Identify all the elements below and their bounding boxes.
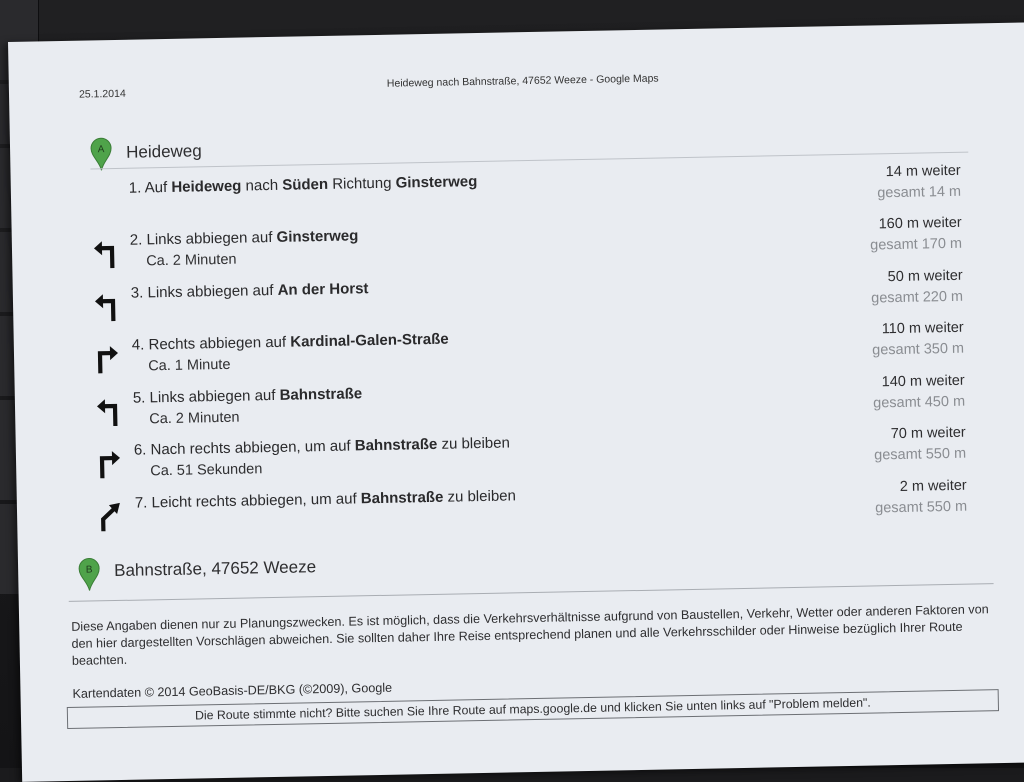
step-number: 3. [130, 284, 148, 302]
destination-name: Bahnstraße, 47652 Weeze [113, 557, 317, 581]
step-distance: 160 m weiter [878, 214, 962, 233]
marker-a-icon [90, 137, 113, 171]
instruction-text: Nach rechts abbiegen, um auf [150, 437, 355, 459]
direction-step-3 [131, 280, 369, 302]
turn-left-icon [93, 289, 120, 323]
step-distance: 70 m weiter [890, 424, 966, 443]
step-cumulative-distance: gesamt 170 m [870, 235, 963, 254]
street-name: Bahnstraße [279, 385, 363, 404]
street-name: Kardinal-Galen-Straße [290, 330, 449, 351]
step-cumulative-distance: gesamt 220 m [871, 288, 964, 307]
direction-step-4 [132, 331, 449, 354]
step-number: 2. [129, 231, 147, 249]
direction-step-5 [133, 385, 363, 406]
step-cumulative-distance: gesamt 14 m [877, 183, 962, 202]
step-distance: 2 m weiter [899, 477, 967, 495]
print-page-title: Heideweg nach Bahnstraße, 47652 Weeze - Google Maps [386, 72, 659, 90]
step-number: 1. [128, 179, 145, 197]
divider [69, 583, 994, 602]
start-location-name: Heideweg [125, 141, 202, 162]
report-problem-note: Die Route stimmte nicht? Bitte suchen Sie Ihre Route auf maps.google.de und klicken Sie unten links auf "Problem melden". [67, 689, 999, 729]
street-name: Bahnstraße [354, 435, 438, 455]
step-duration: Ca. 51 Sekunden [150, 461, 263, 480]
direction-step-2 [130, 227, 359, 248]
marker-b-letter: B [85, 564, 93, 576]
marker-b-icon [78, 557, 101, 591]
printed-directions-sheet [8, 22, 1024, 782]
step-distance: 110 m weiter [881, 319, 964, 338]
street-name: Ginsterweg [276, 227, 359, 246]
turn-right-icon [94, 341, 121, 375]
instruction-text: Auf [144, 178, 172, 197]
street-name: Ginsterweg [395, 173, 478, 192]
turn-left-icon [95, 394, 122, 428]
direction-step-6 [134, 434, 510, 458]
print-date: 25.1.2014 [78, 87, 126, 101]
step-number: 6. [133, 441, 151, 459]
step-cumulative-distance: gesamt 550 m [874, 445, 967, 464]
marker-a-letter: A [97, 144, 105, 156]
step-number: 7. [134, 494, 152, 512]
step-duration: Ca. 2 Minuten [149, 409, 240, 428]
disclaimer-text: Diese Angaben dienen nur zu Planungszwecken. Es ist möglich, dass die Verkehrsverhältnisse aufgrund von Baustellen, Verkehr, Wetter oder anderen Faktoren von den hier dargestellten Vorschlägen abweichen. Sie sollten daher Ihre Reise entsprechend planen und alle Verkehrsschilder oder Hinweise bezüglich Ihrer Route beachten. [71, 602, 989, 668]
step-cumulative-distance: gesamt 550 m [875, 498, 968, 517]
turn-right-icon [96, 446, 123, 480]
street-name: Süden [282, 175, 329, 194]
turn-left-icon [92, 236, 119, 270]
step-distance: 140 m weiter [881, 372, 965, 391]
step-duration: Ca. 2 Minuten [146, 251, 237, 270]
instruction-text: Links abbiegen auf [146, 228, 277, 249]
instruction-text: Rechts abbiegen auf [148, 333, 291, 354]
direction-step-7 [135, 487, 516, 511]
instruction-text: Leicht rechts abbiegen, um auf [151, 490, 361, 512]
instruction-text: Richtung [327, 174, 396, 193]
step-number: 4. [131, 336, 149, 354]
direction-step-1 [129, 173, 478, 197]
street-name: Heideweg [171, 177, 242, 196]
step-cumulative-distance: gesamt 350 m [872, 340, 965, 359]
instruction-text: Links abbiegen auf [147, 281, 278, 302]
instruction-text: nach [241, 176, 283, 195]
street-name: Bahnstraße [360, 488, 444, 508]
slight-right-icon [97, 499, 124, 533]
step-duration: Ca. 1 Minute [148, 356, 231, 375]
map-data-credit: Kartendaten © 2014 GeoBasis-DE/BKG (©2009), Google [72, 680, 393, 701]
step-number: 5. [132, 389, 150, 407]
instruction-text: zu bleiben [443, 487, 517, 506]
step-distance: 50 m weiter [887, 267, 963, 286]
instruction-text: zu bleiben [437, 434, 511, 453]
step-distance: 14 m weiter [885, 162, 961, 181]
instruction-text: Links abbiegen auf [149, 386, 280, 407]
step-cumulative-distance: gesamt 450 m [873, 393, 966, 412]
street-name: An der Horst [277, 280, 369, 299]
